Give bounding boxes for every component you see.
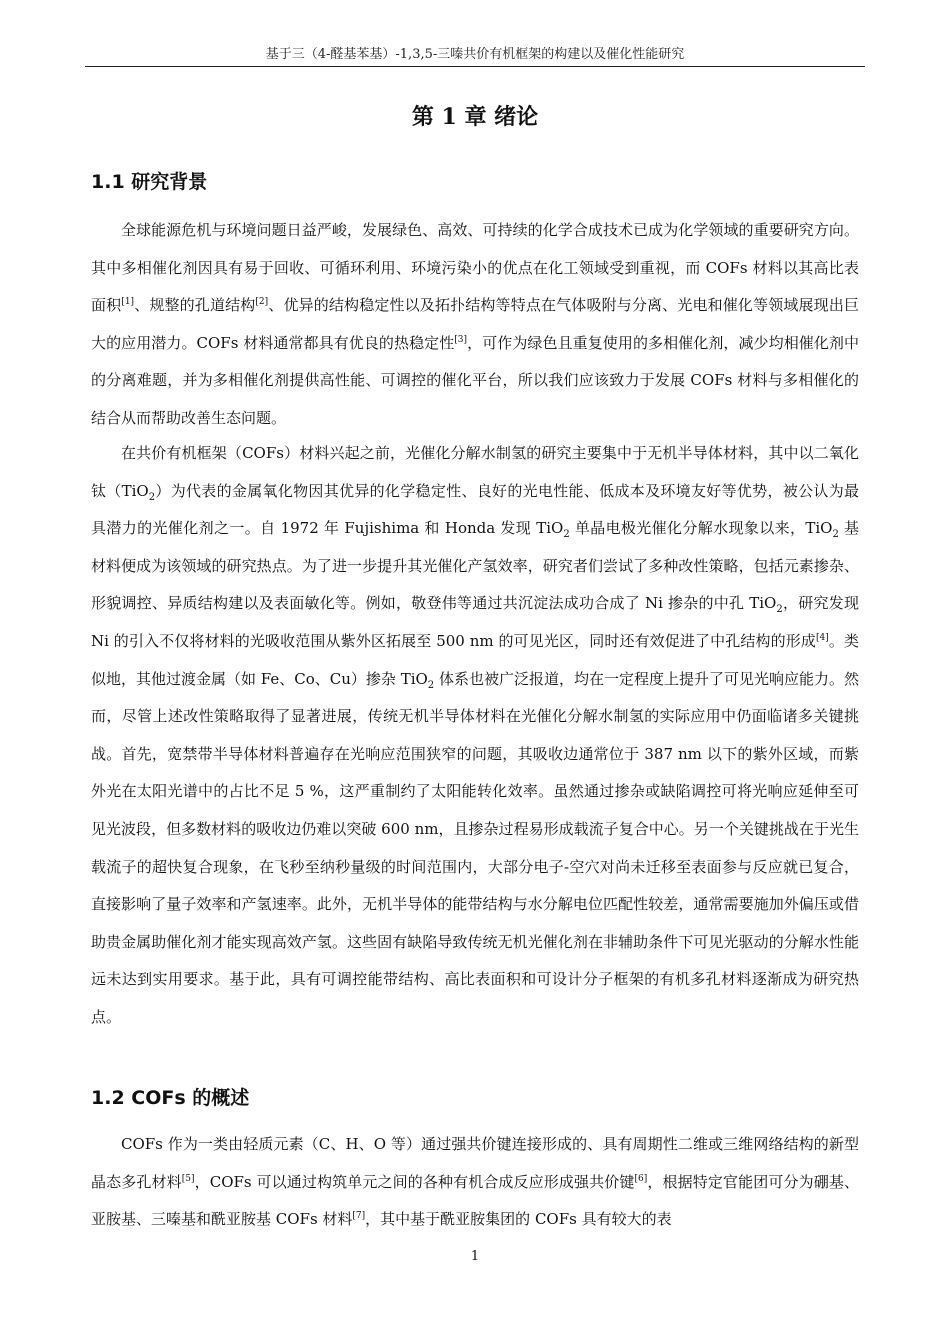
text-run: 全球能源危机与环境问题日益严峻，发展绿色、高效、可持续的化学合成技术已成为化学领域的重要研究方向。其中多相催化剂因具有易于回收、可循环利用、环境污染小的优点在化工领域受到重视，而 COFs 材料以其高比表面积	[91, 221, 859, 315]
text-run: 在共价有机框架（COFs）材料兴起之前，光催化分解水制氢的研究主要集中于无机半导体材料，其中以二氧化钛（TiO	[91, 444, 859, 500]
citation-ref[interactable]: [4]	[816, 632, 829, 643]
citation-ref[interactable]: [2]	[255, 297, 269, 308]
section-heading-background: 1.1 研究背景	[91, 171, 208, 193]
section-heading-cofs-overview: 1.2 COFs 的概述	[91, 1087, 250, 1109]
text-run: ，根据特定官能团可分为硼基、亚胺基、三嗪基和酰亚胺基 COFs 材料	[91, 1172, 859, 1229]
text-run: 体系也被广泛报道，均在一定程度上提升了可见光响应能力。然而，尽管上述改性策略取得了显著进展，传统无机半导体材料在光催化分解水制氢的实际应用中仍面临诸多关键挑战。首先，宽禁带半导体材料普遍存在光响应范围狭窄的问题，其吸收边通常位于 387 nm 以下的紫外区域，而紫外光在太阳光谱中的占比不足 5 %，这严重制约了太阳能转化效率。虽然通过掺杂或缺陷调控可将光响应延伸至可见光波段，但多数材料的吸收边仍难以突破 600 nm，且掺杂过程易形成载流子复合中心。另一个关键挑战在于光生载流子的超快复合现象，在飞秒至纳秒量级的时间范围内，大部分电子-空穴对尚未迁移至表面参与反应就已复合，直接影响了量子效率和产氢速率。此外，无机半导体的能带结构与水分解电位匹配性较差，通常需要施加外偏压或借助贵金属助催化剂才能实现高效产氢。这些固有缺陷导致传统无机光催化剂在非辅助条件下可见光驱动的分解水性能远未达到实用要求。基于此，具有可调控能带结构、高比表面积和可设计分子框架的有机多孔材料逐渐成为研究热点。	[91, 669, 859, 1026]
citation-ref[interactable]: [1]	[121, 297, 135, 308]
text-run: 、优异的结构稳定性以及拓扑结构等特点在气体吸附与分离、光电和催化等领域展现出巨大的应用潜力。COFs 材料通常都具有优良的热稳定性	[91, 296, 859, 352]
header-rule	[85, 66, 865, 67]
citation-ref[interactable]: [7]	[352, 1211, 366, 1222]
text-run: 。类似地，其他过渡金属（如 Fe、Co、Cu）掺杂 TiO	[91, 631, 859, 688]
chemical-subscript: 2	[776, 604, 783, 616]
text-run: ）为代表的金属氧化物因其优异的化学稳定性、良好的光电性能、低成本及环境友好等优势，被公认为最具潜力的光催化剂之一。自 1972 年 Fujishima 和 Honda 发现 TiO	[91, 481, 859, 538]
text-run: ，可作为绿色且重复使用的多相催化剂，减少均相催化剂中的分离难题，并为多相催化剂提供高性能、可调控的催化平台，所以我们应该致力于发展 COFs 材料与多相催化的结合从而帮助改善生态问题。	[91, 333, 859, 427]
chemical-subscript: 2	[563, 529, 570, 541]
page-number: 1	[470, 1249, 480, 1264]
citation-ref[interactable]: [5]	[181, 1173, 195, 1184]
citation-ref[interactable]: [3]	[454, 334, 468, 345]
paragraph-background-1	[91, 212, 859, 438]
text-run: 基材料便成为该领域的研究热点。为了进一步提升其光催化产氢效率，研究者们尝试了多种改性策略，包括元素掺杂、形貌调控、异质结构建以及表面敏化等。例如，敬登伟等通过共沉淀法成功合成了 Ni 掺杂的中孔 TiO	[91, 519, 859, 613]
running-header: 基于三（4-醛基苯基）-1,3,5-三嗪共价有机框架的构建以及催化性能研究	[265, 47, 685, 62]
text-run: ，研究发现 Ni 的引入不仅将材料的光吸收范围从紫外区拓展至 500 nm 的可见光区，同时还有效促进了中孔结构的形成	[91, 594, 859, 650]
text-run: 、规整的孔道结构	[134, 296, 256, 315]
text-run: 单晶电极光催化分解水现象以来，TiO	[569, 519, 833, 538]
chemical-subscript: 2	[427, 679, 435, 691]
paragraph-background-2	[91, 435, 859, 1037]
text-run: COFs 作为一类由轻质元素（C、H、O 等）通过强共价键连接形成的、具有周期性二维或三维网络结构的新型晶态多孔材料	[91, 1135, 859, 1191]
chemical-subscript: 2	[148, 491, 156, 503]
text-run: ，其中基于酰亚胺集团的 COFs 具有较大的表	[365, 1210, 672, 1229]
chemical-subscript: 2	[832, 529, 839, 541]
chapter-title: 第 1 章 绪论	[411, 104, 539, 130]
text-run: ，COFs 可以通过构筑单元之间的各种有机合成反应形成强共价键	[194, 1172, 635, 1191]
paragraph-cofs-overview-1	[91, 1126, 859, 1239]
citation-ref[interactable]: [6]	[634, 1173, 648, 1184]
